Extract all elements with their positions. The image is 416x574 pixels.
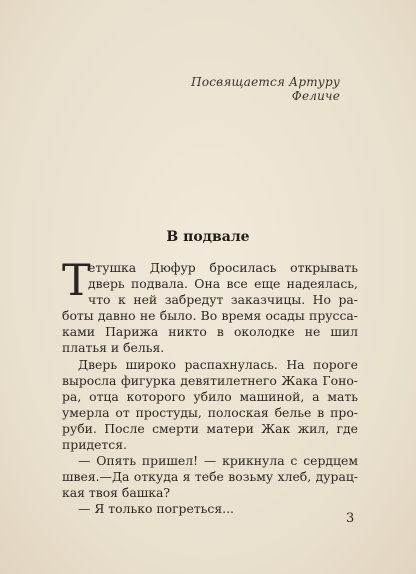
text-line: етушка Дюфур бросилась открывать: [88, 260, 358, 275]
text-line: выросла фигурка девятилетнего Жака Гоно-: [62, 372, 358, 388]
text-line: придется.: [62, 437, 127, 453]
text-line: кая твоя башка?: [62, 485, 171, 501]
text-line: швея.—Да откуда я тебе возьму хлеб, дурац-: [62, 469, 358, 485]
text-line: умерла от простуды, полоская белье в про-: [62, 404, 358, 420]
chapter-heading: В подвале: [166, 229, 250, 245]
text-line: платья и белья.: [62, 340, 165, 356]
drop-cap: Т: [62, 256, 91, 306]
text-line: что к ней забредут заказчицы. Но ра-: [88, 292, 358, 308]
paragraph-4: [62, 501, 358, 517]
dedication: Посвящается Артуру Феличе: [191, 75, 340, 103]
text-line: руби. После смерти матери Жак жил, где: [62, 420, 358, 436]
text-line: дверь подвала. Она все еще надеялась,: [88, 276, 358, 292]
text-line: — Опять пришел! — крикнула с сердцем: [78, 453, 358, 469]
body-text: [62, 256, 358, 518]
page-number: 3: [346, 511, 355, 526]
text-line: ками Парижа никто в околодке не шил: [62, 324, 358, 340]
paragraph-1: [62, 256, 358, 357]
text-line: Дверь широко распахнулась. На пороге: [78, 356, 358, 372]
paragraph-2: [62, 357, 358, 454]
text-line: боты давно не было. Во время осады прусса-: [62, 308, 358, 324]
text-line: ра, отца которого убило машиной, а мать: [62, 388, 358, 404]
paragraph-3: [62, 453, 358, 501]
text-line: — Я только погреться...: [78, 501, 234, 517]
